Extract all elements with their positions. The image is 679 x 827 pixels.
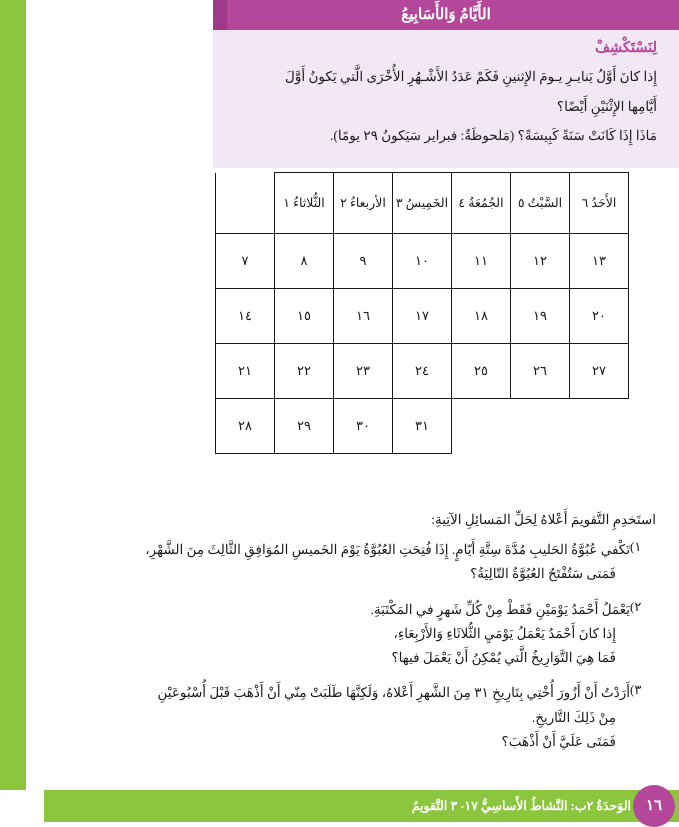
calendar-header-cell: الجُمُعَةُ ٤ xyxy=(452,173,511,234)
calendar-cell: ١٣ xyxy=(570,234,629,289)
question-number: ٢) xyxy=(630,598,642,614)
calendar-cell: ٢٥ xyxy=(452,344,511,399)
calendar-header-cell: الخَمِيسُ ٣ xyxy=(393,173,452,234)
calendar-cell: ٢٨ xyxy=(216,399,275,454)
calendar-cell: ٢٠ xyxy=(570,289,629,344)
calendar-header-cell: السَّبْتُ ٥ xyxy=(511,173,570,234)
calendar-table xyxy=(215,172,629,454)
calendar-table-wrapper xyxy=(215,172,629,454)
calendar-cell: ٢٦ xyxy=(511,344,570,399)
table-row xyxy=(216,344,629,399)
calendar-cell: ١٥ xyxy=(275,289,334,344)
question-body xyxy=(36,681,630,754)
question-line: فَمَتى سَتُفْتَحُ العُبُوَّةُ التّالِيَةُ؟ xyxy=(470,566,616,582)
calendar-cell: ٨ xyxy=(275,234,334,289)
calendar-cell: ٢٤ xyxy=(393,344,452,399)
list-item xyxy=(36,681,656,754)
question-body xyxy=(36,598,630,671)
calendar-cell: ١٦ xyxy=(334,289,393,344)
page-number-badge: ١٦ xyxy=(633,785,675,827)
question-number: ١) xyxy=(630,539,642,554)
question-line: يَعْمَلُ أَحْمَدُ يَوْمَيْنِ فَقَطْ مِنْ كُلِّ شَهرٍ في المَكْتَبَةِ. xyxy=(370,601,630,617)
questions-lead: استَخدِمِ التَّقويمَ أَعْلاهُ لِحَلِّ المَسائِلِ الآتِيةِ: xyxy=(431,512,656,527)
calendar-cell-empty xyxy=(452,399,511,454)
calendar-cell: ١١ xyxy=(452,234,511,289)
calendar-header-cell-blank xyxy=(216,173,275,234)
calendar-cell: ٢١ xyxy=(216,344,275,399)
explore-heading: لِنَسْتَكْشِفْ xyxy=(594,40,657,56)
explore-paragraph-3: مَاذَا إِذَا كَانَتْ سَنَةً كَبِيسَةً؟ (مَلحوظَةٌ: فبراير سَيَكونُ ٢٩ يومًا). xyxy=(330,128,657,144)
table-row xyxy=(216,234,629,289)
question-line: أَرَدْتُ أَنْ أَزُورَ أُخْتِي بِتَارِيخِ ٣١ مِنَ الشَّهرِ أَعْلاهُ، وَلَكِنَّهَا طَلَبَتْ مِنّي أَنْ أَذْهَبَ قَبْلَ أُسْبُوعَيْنِ xyxy=(157,685,630,701)
calendar-header-cell: الأَحَدُ ٦ xyxy=(570,173,629,234)
calendar-cell: ١٩ xyxy=(511,289,570,344)
calendar-cell-empty xyxy=(511,399,570,454)
footer-notch xyxy=(26,790,44,822)
header-tab-accent xyxy=(213,0,227,30)
calendar-cell: ١٤ xyxy=(216,289,275,344)
question-line: إِذا كانَ أَحْمَدُ يَعْمَلُ يَوْمَيِ الثُّلاثَاءِ وَالأَرْبِعَاءِ، xyxy=(393,625,616,641)
question-line: فَمَتَى عَلَيَّ أَنْ أَذْهَبَ؟ xyxy=(501,734,616,750)
questions-section xyxy=(26,512,674,765)
explore-panel xyxy=(213,30,679,168)
question-line: مِنْ ذَلِكَ التَّاريخِ. xyxy=(531,709,616,725)
calendar-cell: ٩ xyxy=(334,234,393,289)
calendar-cell: ١٢ xyxy=(511,234,570,289)
page-footer xyxy=(26,790,679,822)
explore-paragraph-1: إِذا كانَ أَوَّلُ يَنايـرِ يـومَ الإِثنينِ فَكَمْ عَدَدُ الأَشْـهُرِ الأُخْرَى الَّتي يَكونُ أَوَّلَ xyxy=(285,69,657,84)
calendar-cell: ١٧ xyxy=(393,289,452,344)
calendar-header-cell: الأربعاءُ ٢ xyxy=(334,173,393,234)
footer-caption: الوَحدَةُ ٢ب: النَّشاطُ الأَساسِيُّ ١٧- ٣ التَّقويمُ xyxy=(411,799,631,813)
table-row xyxy=(216,289,629,344)
explore-paragraph-2: أَيَّامِها الإِثْنَيْنِ أَيْضًا؟ xyxy=(556,98,657,114)
table-row xyxy=(216,399,629,454)
calendar-cell: ٣٠ xyxy=(334,399,393,454)
question-line: تَكْفي عُبُوَّةُ الحَليبِ مُدَّةَ سِتَّةِ أَيّامٍ. إِذَا فُتِحَتِ العُبُوَّةُ يَوْمَ الخَميسِ المُوَافِقِ الثَّالِثَ مِنَ الشَّهْرِ، xyxy=(145,542,630,557)
calendar-cell: ٢٩ xyxy=(275,399,334,454)
calendar-header-row xyxy=(216,173,629,234)
calendar-cell: ١٨ xyxy=(452,289,511,344)
page-title: الأَيَّامُ وَالأَسَابِيعُ xyxy=(213,0,679,30)
calendar-cell: ٢٢ xyxy=(275,344,334,399)
list-item xyxy=(36,538,656,587)
page-spine xyxy=(0,0,26,822)
question-body xyxy=(36,538,630,587)
spine-green-bar xyxy=(0,0,26,790)
calendar-cell: ٢٧ xyxy=(570,344,629,399)
question-number: ٣) xyxy=(630,682,642,698)
calendar-cell: ٧ xyxy=(216,234,275,289)
calendar-cell: ٣١ xyxy=(393,399,452,454)
spine-foot xyxy=(0,790,26,822)
calendar-cell-empty xyxy=(570,399,629,454)
calendar-header-cell: الثُّلاثاءُ ١ xyxy=(275,173,334,234)
calendar-cell: ٢٣ xyxy=(334,344,393,399)
list-item xyxy=(36,598,656,671)
calendar-cell: ١٠ xyxy=(393,234,452,289)
question-line: فَمَا هِيَ التَّوَارِيخُ الَّتي يُمْكِنُ أَنْ يَعْمَلَ فيها؟ xyxy=(391,650,616,666)
